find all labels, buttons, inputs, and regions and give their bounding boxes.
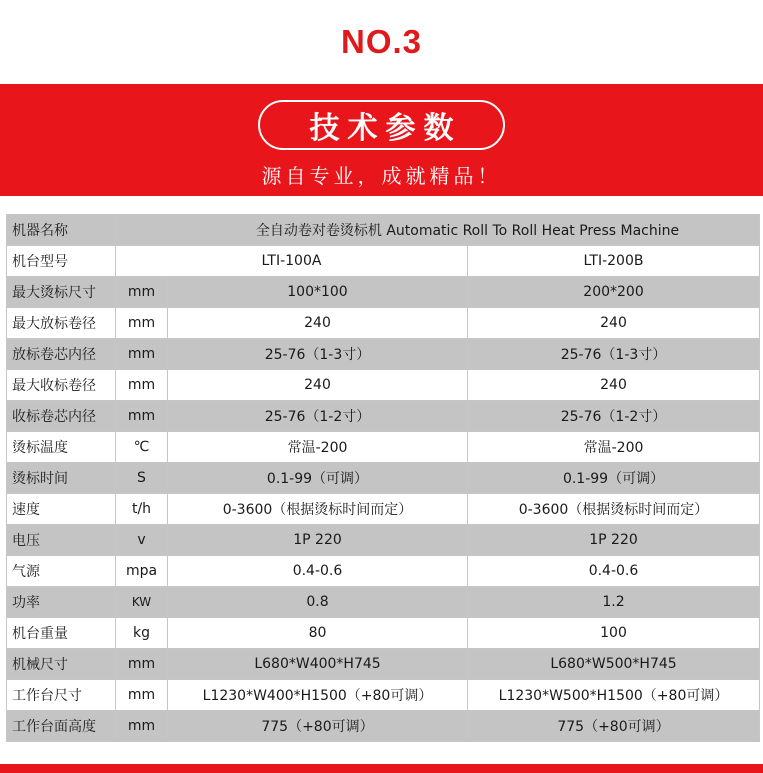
row-value-b: 25-76（1-2寸） [468, 401, 760, 432]
table-row [7, 618, 760, 649]
table-row [7, 277, 760, 308]
row-label: 气源 [7, 556, 116, 587]
row-unit: mpa [116, 556, 168, 587]
table-row [7, 649, 760, 680]
row-label: 烫标温度 [7, 432, 116, 463]
table-row [7, 525, 760, 556]
row-label: 放标卷芯内径 [7, 339, 116, 370]
row-value-b: L680*W500*H745 [468, 649, 760, 680]
row-label: 烫标时间 [7, 463, 116, 494]
row-value-a: 常温-200 [168, 432, 468, 463]
row-value-b: 0.4-0.6 [468, 556, 760, 587]
row-value-a: 0-3600（根据烫标时间而定） [168, 494, 468, 525]
row-label: 机台重量 [7, 618, 116, 649]
row-value-a: 25-76（1-3寸） [168, 339, 468, 370]
row-value-b: 240 [468, 370, 760, 401]
table-row-model [7, 246, 760, 277]
row-label: 电压 [7, 525, 116, 556]
row-value-a: 0.4-0.6 [168, 556, 468, 587]
table-row [7, 463, 760, 494]
row-value-b: 25-76（1-3寸） [468, 339, 760, 370]
row-value-b: 0.1-99（可调） [468, 463, 760, 494]
section-banner [0, 84, 763, 196]
row-unit: S [116, 463, 168, 494]
row-value-b: 240 [468, 308, 760, 339]
row-label: 最大放标卷径 [7, 308, 116, 339]
row-label: 工作台尺寸 [7, 680, 116, 711]
row-value-b: 1.2 [468, 587, 760, 618]
row-label: 功率 [7, 587, 116, 618]
row-unit: t/h [116, 494, 168, 525]
row-value-a: 240 [168, 370, 468, 401]
row-value-a: 0.1-99（可调） [168, 463, 468, 494]
row-unit: mm [116, 308, 168, 339]
row-unit: mm [116, 680, 168, 711]
table-row [7, 556, 760, 587]
row-value-a: 100*100 [168, 277, 468, 308]
row-label: 工作台面高度 [7, 711, 116, 742]
row-value-a: 240 [168, 308, 468, 339]
row-label: 速度 [7, 494, 116, 525]
row-value-a: 25-76（1-2寸） [168, 401, 468, 432]
banner-slogan: 源自专业，成就精品！ [261, 164, 502, 188]
table-row [7, 494, 760, 525]
row-value-b: 200*200 [468, 277, 760, 308]
row-value-a: L680*W400*H745 [168, 649, 468, 680]
model-a-value: LTI-100A [116, 246, 468, 277]
bottom-bar [0, 764, 763, 773]
row-unit: kg [116, 618, 168, 649]
row-label: 机器名称 [7, 215, 116, 246]
row-label: 收标卷芯内径 [7, 401, 116, 432]
row-unit: mm [116, 339, 168, 370]
row-unit: mm [116, 401, 168, 432]
row-value-a: 80 [168, 618, 468, 649]
row-unit: mm [116, 711, 168, 742]
machine-name-value: 全自动卷对卷烫标机 Automatic Roll To Roll Heat Press Machine [116, 215, 760, 246]
row-value-b: 1P 220 [468, 525, 760, 556]
row-unit: mm [116, 277, 168, 308]
table-row [7, 308, 760, 339]
row-unit: mm [116, 370, 168, 401]
row-value-a: 0.8 [168, 587, 468, 618]
table-row [7, 587, 760, 618]
row-label: 最大烫标尺寸 [7, 277, 116, 308]
row-value-a: 775（+80可调） [168, 711, 468, 742]
row-unit: v [116, 525, 168, 556]
row-unit: KW [116, 587, 168, 618]
table-row [7, 680, 760, 711]
row-label: 最大收标卷径 [7, 370, 116, 401]
row-value-b: 0-3600（根据烫标时间而定） [468, 494, 760, 525]
row-value-b: 775（+80可调） [468, 711, 760, 742]
row-value-b: 100 [468, 618, 760, 649]
row-unit: mm [116, 649, 168, 680]
row-value-b: 常温-200 [468, 432, 760, 463]
table-row [7, 432, 760, 463]
model-b-value: LTI-200B [468, 246, 760, 277]
row-unit: ℃ [116, 432, 168, 463]
table-row [7, 401, 760, 432]
table-row-machine-name [7, 215, 760, 246]
table-row [7, 370, 760, 401]
table-row [7, 339, 760, 370]
row-label: 机械尺寸 [7, 649, 116, 680]
table-row [7, 711, 760, 742]
row-value-b: L1230*W500*H1500（+80可调） [468, 680, 760, 711]
spec-table [6, 214, 760, 742]
row-value-a: 1P 220 [168, 525, 468, 556]
banner-title: 技术参数 [258, 100, 505, 150]
page-title: NO.3 [340, 23, 423, 60]
row-label: 机台型号 [7, 246, 116, 277]
row-value-a: L1230*W400*H1500（+80可调） [168, 680, 468, 711]
